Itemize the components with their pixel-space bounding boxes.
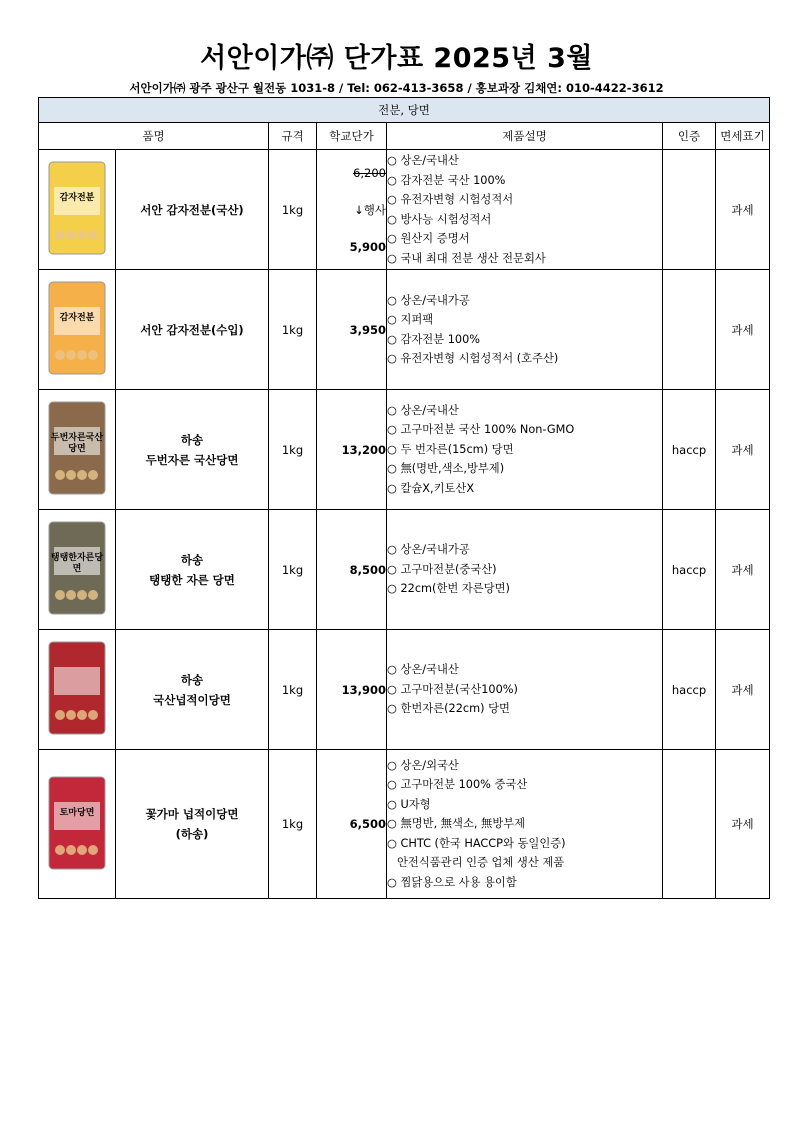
product-certification	[663, 270, 716, 390]
header-row	[39, 123, 770, 150]
description-line: ○ 상온/국내가공	[387, 543, 470, 557]
product-spec: 1kg	[269, 750, 317, 899]
product-name-line: 서안 감자전분(국산)	[140, 202, 244, 217]
product-spec: 1kg	[269, 390, 317, 510]
product-package-image	[46, 519, 108, 620]
product-image-cell	[39, 390, 116, 510]
product-tax-label: 과세	[716, 750, 770, 899]
product-name-line: 꽃가마 넙적이당면	[145, 807, 239, 821]
description-line: ○ U자형	[387, 797, 431, 811]
school-price: 8,500	[349, 562, 386, 577]
product-image-cell	[39, 270, 116, 390]
column-header-cert: 인증	[663, 123, 716, 150]
product-package-label: 탱탱한자른당면	[50, 553, 104, 574]
description-line: ○ 감자전분 국산 100%	[387, 173, 506, 187]
product-certification	[663, 150, 716, 270]
product-package-label: 감자전분	[59, 193, 95, 203]
product-tax-label: 과세	[716, 390, 770, 510]
product-description	[387, 390, 663, 510]
product-name-line: 하송	[180, 672, 204, 687]
description-line: ○ 無(명반,색소,방부제)	[387, 462, 505, 476]
product-image-cell	[39, 510, 116, 630]
school-price: 13,900	[341, 682, 386, 697]
product-image-cell	[39, 150, 116, 270]
column-header-description: 제품설명	[387, 123, 663, 150]
table-row	[39, 750, 770, 899]
product-name-line: 하송	[180, 552, 204, 567]
product-name	[116, 150, 269, 270]
column-header-spec: 규격	[269, 123, 317, 150]
description-line: ○ 칼슘X,키토산X	[387, 481, 475, 495]
product-price	[317, 270, 387, 390]
description-line: ○ 상온/국내산	[387, 403, 459, 417]
description-line: ○ 유전자변형 시험성적서 (호주산)	[387, 352, 559, 365]
description-line: ○ 원산지 증명서	[387, 232, 470, 245]
school-price: 5,900	[349, 239, 386, 254]
product-package-label: 감자전분	[59, 313, 95, 323]
description-line: 안전식품관리 인증 업체 생산 제품	[397, 856, 565, 870]
product-certification: haccp	[663, 390, 716, 510]
product-package-label: 토마당면	[59, 807, 95, 818]
product-tax-label: 과세	[716, 150, 770, 270]
product-description	[387, 150, 663, 270]
product-name-line: (하송)	[175, 827, 209, 841]
product-price	[317, 510, 387, 630]
description-line: ○ 국내 최대 전분 생산 전문회사	[387, 251, 546, 265]
description-line: ○ 고구마전분(국산100%)	[387, 682, 518, 696]
product-name-line: 하송	[180, 432, 204, 447]
product-package-image	[46, 159, 108, 260]
product-description	[387, 630, 663, 750]
old-price: 6,200	[353, 165, 386, 180]
product-name-line: 서안 감자전분(수입)	[140, 322, 244, 337]
description-line: ○ 유전자변형 시험성적서	[387, 193, 514, 206]
product-description	[387, 750, 663, 899]
column-header-tax: 면세표기	[716, 123, 770, 150]
product-name	[116, 390, 269, 510]
description-line: ○ CHTC (한국 HACCP와 동일인증)	[387, 836, 566, 850]
product-tax-label: 과세	[716, 630, 770, 750]
table-row	[39, 270, 770, 390]
product-image-cell	[39, 630, 116, 750]
description-line: ○ 고구마전분 국산 100% Non-GMO	[387, 423, 575, 437]
description-line: ○ 지퍼팩	[387, 313, 434, 326]
product-name-line: 탱탱한 자른 당면	[149, 572, 235, 587]
product-spec: 1kg	[269, 270, 317, 390]
description-line: ○ 고구마전분 100% 중국산	[387, 778, 528, 792]
description-line: ○ 두 번자른(15cm) 당면	[387, 442, 514, 456]
company-contact-info: 서안이가㈜ 광주 광산구 월전동 1031-8 / Tel: 062-413-3658 / 홍보과장 김채연: 010-4422-3612	[129, 81, 664, 95]
product-certification: haccp	[663, 510, 716, 630]
product-spec: 1kg	[269, 630, 317, 750]
product-name-line: 국산넙적이당면	[153, 692, 231, 707]
description-line: ○ 無명반, 無색소, 無방부제	[387, 817, 526, 831]
product-package-image	[46, 279, 108, 380]
product-package-image	[46, 774, 108, 875]
product-name	[116, 630, 269, 750]
product-name-line: 두번자른 국산당면	[145, 452, 239, 467]
product-package-image	[46, 399, 108, 500]
product-package-label: 두번자른국산당면	[50, 433, 104, 454]
description-line: ○ 감자전분 100%	[387, 332, 480, 346]
price-table	[38, 97, 770, 899]
product-certification	[663, 750, 716, 899]
table-row	[39, 510, 770, 630]
product-name	[116, 510, 269, 630]
description-line: ○ 상온/국내산	[387, 154, 459, 167]
product-price	[317, 150, 387, 270]
description-line: ○ 상온/외국산	[387, 758, 459, 772]
school-price: 13,200	[341, 442, 386, 457]
product-tax-label: 과세	[716, 510, 770, 630]
description-line: ○ 방사능 시험성적서	[387, 212, 492, 226]
product-name	[116, 270, 269, 390]
table-row	[39, 390, 770, 510]
school-price: 3,950	[349, 322, 386, 337]
product-price	[317, 750, 387, 899]
event-badge: ↓행사	[354, 202, 386, 217]
product-description	[387, 270, 663, 390]
description-line: ○ 상온/국내산	[387, 663, 459, 677]
product-certification: haccp	[663, 630, 716, 750]
product-price	[317, 630, 387, 750]
product-description	[387, 510, 663, 630]
category-row	[39, 98, 770, 123]
column-header-price: 학교단가	[317, 123, 387, 150]
school-price: 6,500	[349, 817, 386, 831]
product-spec: 1kg	[269, 510, 317, 630]
product-tax-label: 과세	[716, 270, 770, 390]
category-label: 전분, 당면	[39, 98, 770, 123]
product-price	[317, 390, 387, 510]
product-spec: 1kg	[269, 150, 317, 270]
description-line: ○ 고구마전분(중국산)	[387, 562, 497, 576]
table-row	[39, 630, 770, 750]
column-header-name: 품명	[39, 123, 269, 150]
description-line: ○ 찜닭용으로 사용 용이함	[387, 875, 517, 889]
product-package-image	[46, 639, 108, 740]
description-line: ○ 상온/국내가공	[387, 293, 470, 307]
description-line: ○ 22cm(한번 자른당면)	[387, 582, 510, 596]
description-line: ○ 한번자른(22cm) 당면	[387, 702, 510, 716]
product-image-cell	[39, 750, 116, 899]
product-name	[116, 750, 269, 899]
page-title: 서안이가㈜ 단가표 2025년 3월	[200, 43, 593, 74]
table-row	[39, 150, 770, 270]
